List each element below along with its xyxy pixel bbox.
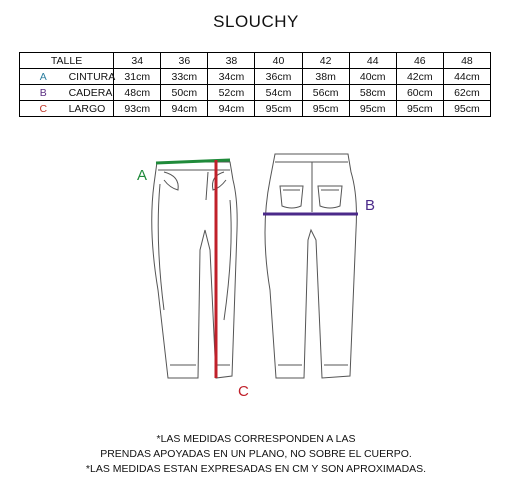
size-header-cell: 34 xyxy=(114,53,161,69)
table-cell: 95cm xyxy=(255,101,302,117)
size-header-label: TALLE xyxy=(20,53,114,69)
waist-measure-line xyxy=(156,160,230,163)
table-row xyxy=(20,101,491,117)
table-cell: 40cm xyxy=(349,69,396,85)
table-cell: 94cm xyxy=(161,101,208,117)
note-line-3: *LAS MEDIDAS ESTAN EXPRESADAS EN CM Y SON APROXIMADAS. xyxy=(85,463,427,475)
table-cell: 94cm xyxy=(208,101,255,117)
table-cell: 52cm xyxy=(208,85,255,101)
size-header-cell: 48 xyxy=(443,53,490,69)
table-cell: 95cm xyxy=(443,101,490,117)
pants-diagram xyxy=(120,140,380,410)
table-cell: 58cm xyxy=(349,85,396,101)
table-cell: 31cm xyxy=(114,69,161,85)
table-cell: 93cm xyxy=(114,101,161,117)
table-cell: 95cm xyxy=(396,101,443,117)
row-letter: B xyxy=(20,85,67,101)
back-pants-drawing xyxy=(265,154,356,378)
table-cell: 56cm xyxy=(302,85,349,101)
label-a: A xyxy=(137,167,148,184)
row-label: CADERA xyxy=(68,86,113,99)
table-cell: 38m xyxy=(302,69,349,85)
row-label: CINTURA xyxy=(68,70,116,83)
size-header-cell: 42 xyxy=(302,53,349,69)
label-b: B xyxy=(365,197,376,214)
row-letter: A xyxy=(20,69,67,85)
table-row xyxy=(20,69,491,85)
table-cell: 95cm xyxy=(349,101,396,117)
table-cell: 36cm xyxy=(255,69,302,85)
table-cell: 42cm xyxy=(396,69,443,85)
table-cell: 60cm xyxy=(396,85,443,101)
table-cell: 33cm xyxy=(161,69,208,85)
size-header-cell: 38 xyxy=(208,53,255,69)
table-cell: 50cm xyxy=(161,85,208,101)
table-cell: 34cm xyxy=(208,69,255,85)
note-line-2: PRENDAS APOYADAS EN UN PLANO, NO SOBRE EL CUERPO. xyxy=(100,448,412,460)
size-header-cell: 36 xyxy=(161,53,208,69)
size-header-row xyxy=(20,53,491,69)
size-header-cell: 46 xyxy=(396,53,443,69)
table-cell: 54cm xyxy=(255,85,302,101)
table-row xyxy=(20,85,491,101)
row-label: LARGO xyxy=(67,101,114,117)
row-letter: C xyxy=(20,101,67,117)
note-line-1: *LAS MEDIDAS CORRESPONDEN A LAS xyxy=(156,433,356,445)
table-cell: 44cm xyxy=(443,69,490,85)
size-header-cell: 44 xyxy=(349,53,396,69)
size-table xyxy=(19,52,491,117)
table-cell: 62cm xyxy=(443,85,490,101)
chart-title: SLOUCHY xyxy=(213,12,299,31)
front-pants-drawing xyxy=(152,162,237,378)
size-header-cell: 40 xyxy=(255,53,302,69)
measurement-notes xyxy=(0,432,512,477)
table-cell: 95cm xyxy=(302,101,349,117)
table-cell: 48cm xyxy=(114,85,161,101)
label-c: C xyxy=(238,383,249,400)
